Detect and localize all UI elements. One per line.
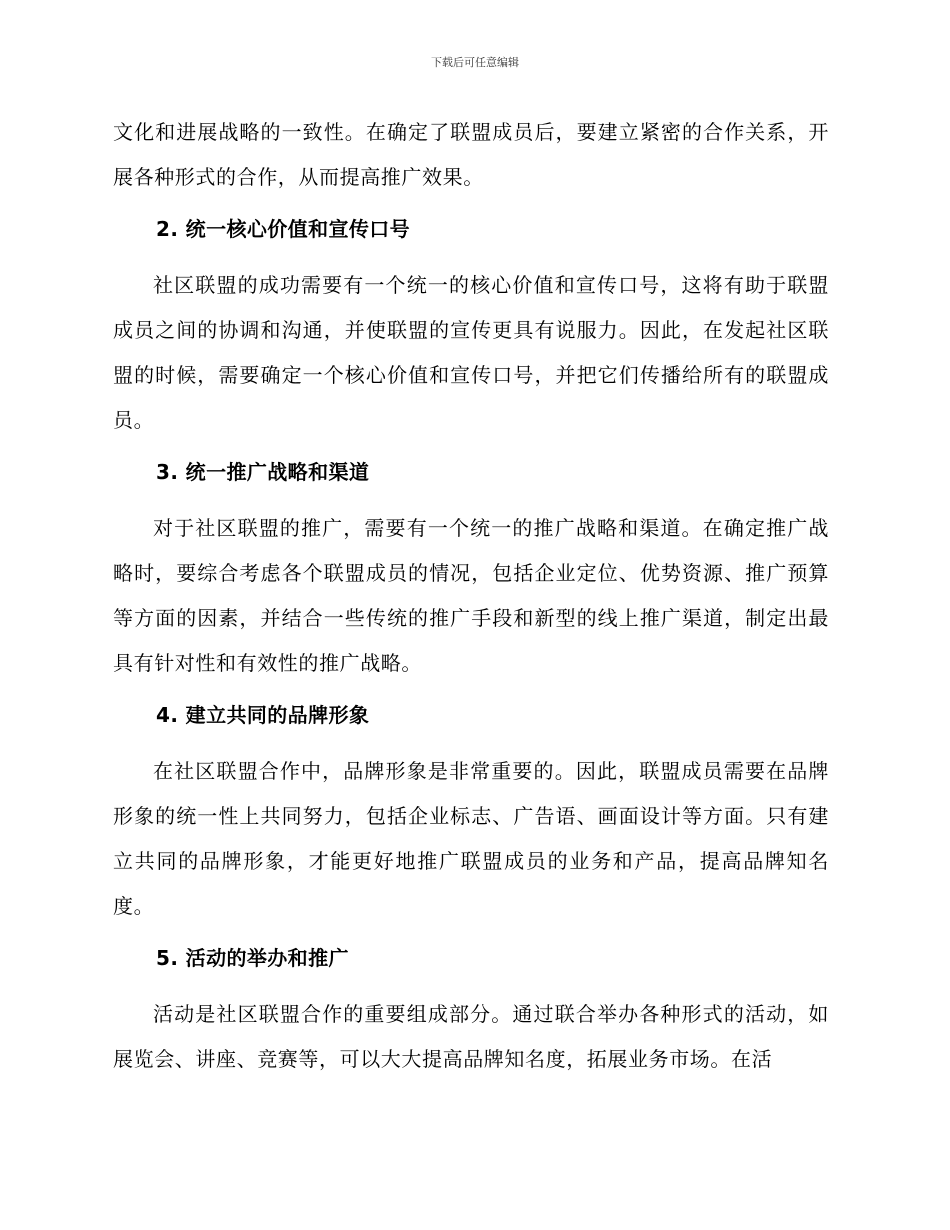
section-heading-3: 3. 统一推广战略和渠道 — [156, 460, 370, 484]
section-heading-2: 2. 统一核心价值和宣传口号 — [156, 217, 411, 241]
section-heading-5: 5. 活动的举办和推广 — [156, 946, 349, 970]
section-body-2: 社区联盟的成功需要有一个统一的核心价值和宣传口号，这将有助于联盟成员之间的协调和沟通，并使联盟的宣传更具有说服力。因此，在发起社区联盟的时候，需要确定一个核心价值和宣传口号，并把它们传播给所有的联盟成员。 — [113, 273, 829, 432]
section-body-4: 在社区联盟合作中，品牌形象是非常重要的。因此，联盟成员需要在品牌形象的统一性上共同努力，包括企业标志、广告语、画面设计等方面。只有建立共同的品牌形象，才能更好地推广联盟成员的业务和产品，提高品牌知名度。 — [113, 759, 829, 918]
section-heading-4: 4. 建立共同的品牌形象 — [156, 703, 370, 727]
intro-paragraph: 文化和进展战略的一致性。在确定了联盟成员后，要建立紧密的合作关系，开展各种形式的合作，从而提高推广效果。 — [113, 120, 829, 189]
page-header: 下载后可任意编辑 — [431, 56, 519, 69]
document-body — [113, 110, 829, 1082]
section-body-5: 活动是社区联盟合作的重要组成部分。通过联合举办各种形式的活动，如展览会、讲座、竞赛等，可以大大提高品牌知名度，拓展业务市场。在活 — [113, 1002, 829, 1071]
section-body-3: 对于社区联盟的推广，需要有一个统一的推广战略和渠道。在确定推广战略时，要综合考虑各个联盟成员的情况，包括企业定位、优势资源、推广预算等方面的因素，并结合一些传统的推广手段和新型的线上推广渠道，制定出最具有针对性和有效性的推广战略。 — [113, 516, 829, 675]
